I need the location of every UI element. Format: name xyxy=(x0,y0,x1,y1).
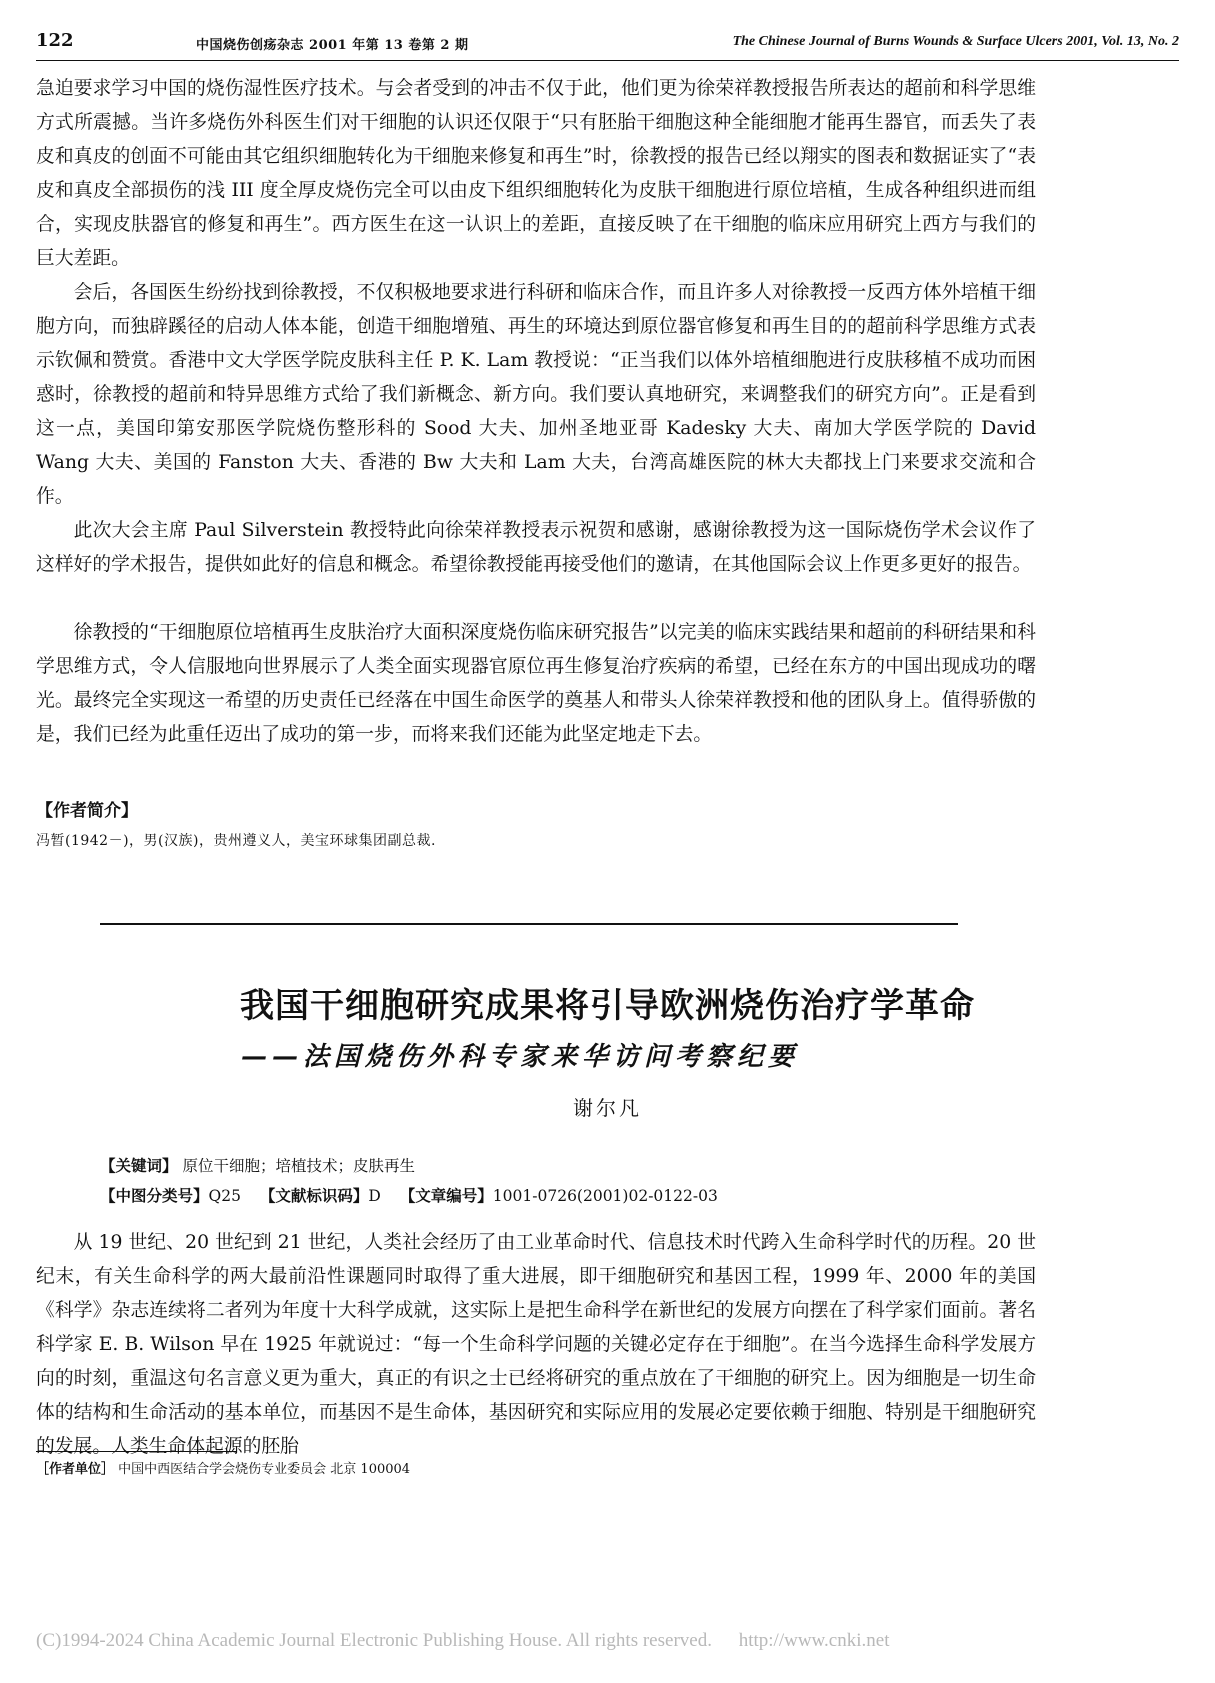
prev-article-paragraph-2: 会后，各国医生纷纷找到徐教授，不仅积极地要求进行科研和临床合作，而且许多人对徐教授一反西方体外培植干细胞方向，而独辟蹊径的启动人体本能，创造干细胞增殖、再生的环境达到原位器官修复和再生目的的超前科学思维方式表示钦佩和赞赏。香港中文大学医学院皮肤科主任 P. K. Lam 教授说：“正当我们以体外培植细胞进行皮肤移植不成功而困惑时，徐教授的超前和特异思维方式给了我们新概念、新方向。我们要认真地研究，来调整我们的研究方向”。正是看到这一点，美国印第安那医学院烧伤整形科的 Sood 大夫、加州圣地亚哥 Kadesky 大夫、南加大学医学院的 David Wang 大夫、美国的 Fanston 大夫、香港的 Bw 大夫和 Lam 大夫，台湾高雄医院的林大夫都找上门来要求交流和合作。 xyxy=(36,282,1036,507)
prev-article-paragraph-1: 急迫要求学习中国的烧伤湿性医疗技术。与会者受到的冲击不仅于此，他们更为徐荣祥教授报告所表达的超前和科学思维方式所震撼。当许多烧伤外科医生们对干细胞的认识还仅限于“只有胚胎干细胞这种全能细胞才能再生器官，而丢失了表皮和真皮的创面不可能由其它组织细胞转化为干细胞来修复和再生”时，徐教授的报告已经以翔实的图表和数据证实了“表皮和真皮全部损伤的浅 III 度全厚皮烧伤完全可以由皮下组织细胞转化为皮肤干细胞进行原位培植，生成各种组织进而组合，实现皮肤器官的修复和再生”。西方医生在这一认识上的差距，直接反映了在干细胞的临床应用研究上西方与我们的巨大差距。 xyxy=(36,78,1036,269)
author-affiliation xyxy=(36,1458,410,1477)
article-no-label: 【文章编号】 xyxy=(399,1186,493,1205)
prev-article-paragraph-4: 徐教授的“干细胞原位培植再生皮肤治疗大面积深度烧伤临床研究报告”以完美的临床实践结果和超前的科研结果和科学思维方式，令人信服地向世界展示了人类全面实现器官原位再生修复治疗疾病的希望，已经在东方的中国出现成功的曙光。最终完全实现这一希望的历史责任已经落在中国生命医学的奠基人和带头人徐荣祥教授和他的团队身上。值得骄傲的是，我们已经为此重任迈出了成功的第一步，而将来我们还能为此坚定地走下去。 xyxy=(36,622,1036,745)
keywords-line xyxy=(100,1154,415,1176)
article-title: 我国干细胞研究成果将引导欧洲烧伤治疗学革命 xyxy=(240,986,975,1026)
journal-title-cn: 中国烧伤创疡杂志 2001 年第 13 卷第 2 期 xyxy=(196,38,469,53)
footnote-rule xyxy=(36,1451,236,1452)
clc-code: Q25 xyxy=(208,1187,241,1205)
article-subtitle: ——法国烧伤外科专家来华访问考察纪要 xyxy=(240,1042,799,1072)
copyright-footer xyxy=(36,1630,889,1652)
doc-code: D xyxy=(368,1187,381,1205)
running-head xyxy=(36,30,1179,61)
classification-line xyxy=(100,1184,718,1206)
page-number: 122 xyxy=(36,30,74,51)
article-author: 谢尔凡 xyxy=(573,1096,642,1120)
author-bio-label: 【作者简介】 xyxy=(36,801,138,821)
clc-label: 【中图分类号】 xyxy=(100,1186,209,1205)
keywords: 原位干细胞；培植技术；皮肤再生 xyxy=(182,1157,415,1175)
prev-article-paragraph-3: 此次大会主席 Paul Silverstein 教授特此向徐荣祥教授表示祝贺和感谢，感谢徐教授为这一国际烧伤学术会议作了这样好的学术报告，提供如此好的信息和概念。希望徐教授能再接受他们的邀请，在其他国际会议上作更多更好的报告。 xyxy=(36,520,1036,575)
journal-title-en: The Chinese Journal of Burns Wounds & Surface Ulcers 2001, Vol. 13, No. 2 xyxy=(732,34,1179,49)
article-body-paragraph: 从 19 世纪、20 世纪到 21 世纪，人类社会经历了由工业革命时代、信息技术时代跨入生命科学时代的历程。20 世纪末，有关生命科学的两大最前沿性课题同时取得了重大进展，即干细胞研究和基因工程，1999 年、2000 年的美国《科学》杂志连续将二者列为年度十大科学成就，这实际上是把生命科学在新世纪的发展方向摆在了科学家们面前。著名科学家 E. B. Wilson 早在 1925 年就说过：“每一个生命科学问题的关键必定存在于细胞”。在当今选择生命科学发展方向的时刻，重温这句名言意义更为重大，真正的有识之士已经将研究的重点放在了干细胞的研究上。因为细胞是一切生命体的结构和生命活动的基本单位，而基因不是生命体，基因研究和实际应用的发展必定要依赖于细胞、特别是干细胞研究的发展。人类生命体起源的胚胎 xyxy=(36,1232,1036,1457)
cnki-url: http://www.cnki.net xyxy=(738,1630,890,1651)
article-no: 1001-0726(2001)02-0122-03 xyxy=(492,1187,718,1205)
copyright-text: (C)1994-2024 China Academic Journal Electronic Publishing House. All rights reserved. xyxy=(36,1630,712,1651)
article-divider xyxy=(100,923,958,925)
affiliation-label: ［作者单位］ xyxy=(36,1462,115,1477)
author-bio-text: 冯暂(1942－)，男(汉族)，贵州遵义人，美宝环球集团副总裁. xyxy=(36,833,436,849)
affiliation-text: 中国中西医结合学会烧伤专业委员会 北京 100004 xyxy=(118,1462,411,1477)
keywords-label: 【关键词】 xyxy=(100,1156,178,1175)
doc-code-label: 【文献标识码】 xyxy=(259,1186,369,1205)
